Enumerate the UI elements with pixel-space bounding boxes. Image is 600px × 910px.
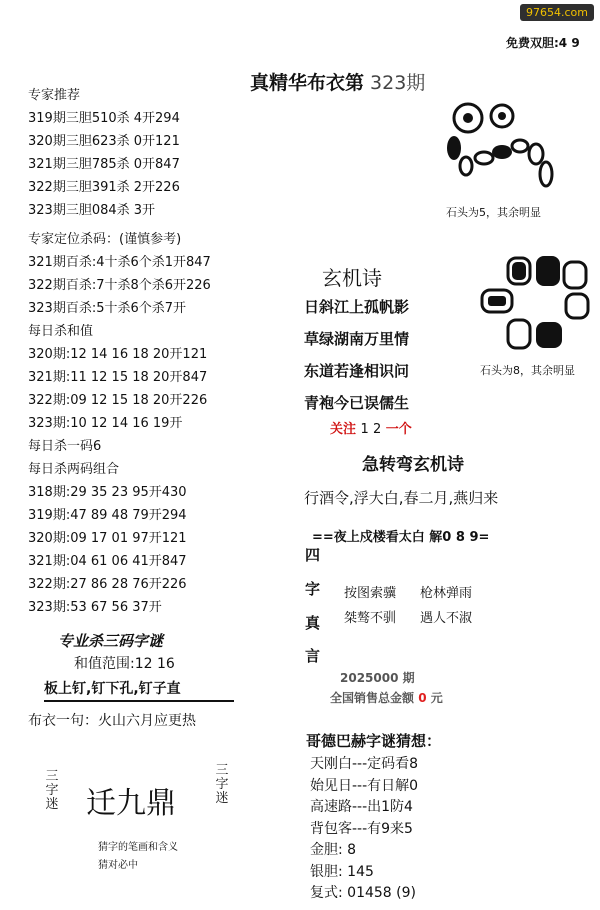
list-item: 始见日---有日解0 — [310, 777, 419, 794]
idiom: 遇人不淑 — [420, 611, 473, 626]
idiom: 枪林弹雨 — [420, 586, 473, 601]
three-word-right: 三字迷 — [215, 763, 229, 806]
expert-section — [28, 84, 180, 222]
idiom: 桀骜不驯 — [344, 611, 397, 626]
pro-riddle-heading: 专业杀三码字谜 — [58, 632, 164, 650]
expert-heading: 专家推荐 — [28, 88, 81, 103]
poem-line: 日斜江上孤帆影 — [304, 298, 410, 316]
three-word-left: 三字迷 — [45, 769, 59, 812]
bead-chain-picture — [438, 96, 568, 196]
title-text: 真精华布衣第 — [250, 72, 365, 94]
stone-ring-picture — [478, 252, 594, 356]
free-double-pick: 免费双胆:4 9 — [506, 36, 580, 50]
list-item: 323期:10 12 14 16 19开 — [28, 416, 183, 431]
sum-range: 和值范围:12 16 — [74, 656, 175, 672]
position-heading: 专家定位杀码：(谨慎参考) — [28, 232, 182, 247]
hint-line-2: 猜对必中 — [98, 860, 138, 871]
list-item: 天刚白---定码看8 — [310, 756, 419, 772]
idiom: 按图索骥 — [344, 586, 397, 601]
title-issue: 323期 — [370, 72, 426, 94]
list-item: 323期百杀:5十杀6个杀7开 — [28, 301, 187, 316]
picture-2-caption: 石头为8，其余明显 — [480, 364, 575, 377]
goldbach-list — [310, 754, 418, 905]
sales-line — [330, 689, 443, 706]
list-item: 323期:53 67 56 37开 — [28, 600, 162, 615]
night-line: ==夜上戍楼看太白 解0 8 9= — [312, 530, 490, 545]
list-item: 320期三胆623杀 0开121 — [28, 134, 180, 149]
kill-one-code: 每日杀一码6 — [28, 439, 102, 454]
list-item: 322期三胆391杀 2开226 — [28, 180, 180, 195]
list-item: 322期百杀:7十杀8个杀6开226 — [28, 278, 211, 293]
poem-line: 青袍今已误儒生 — [304, 394, 410, 412]
list-item: 320期:12 14 16 18 20开121 — [28, 347, 208, 362]
list-item: 320期:09 17 01 97开121 — [28, 531, 187, 546]
big-riddle-word: 迁九鼎 — [86, 786, 176, 821]
sales-text: 全国销售总金额 — [330, 691, 415, 705]
site-badge[interactable]: 97654.com — [520, 4, 594, 21]
position-section — [28, 228, 211, 619]
focus-tail: 一个 — [385, 422, 412, 437]
buyi-line: 布衣一句：火山六月应更热 — [28, 713, 196, 729]
poem-line: 东道若逢相识问 — [304, 362, 410, 380]
issue-line: 2025000 期 — [340, 671, 415, 685]
sales-amount: 0 — [418, 691, 427, 705]
focus-numbers: 1 2 — [360, 422, 382, 437]
list-item: 321期百杀:4十杀6个杀1开847 — [28, 255, 211, 270]
four-char-2: 字 — [305, 580, 321, 598]
list-item: 321期:04 61 06 41开847 — [28, 554, 187, 569]
season-line: 行酒令,浮大白,春二月,燕归来 — [304, 489, 499, 507]
list-item: 背包客---有9来5 — [310, 820, 413, 837]
list-item: 322期:27 86 28 76开226 — [28, 577, 187, 592]
list-item: 金胆: 8 — [310, 842, 357, 858]
focus-line — [330, 418, 412, 437]
list-item: 323期三胆084杀 3开 — [28, 203, 156, 218]
list-item: 银胆: 145 — [310, 863, 374, 880]
riddle-banner: 板上钉,钉下孔,钉子直 — [44, 678, 234, 702]
goldbach-title: 哥德巴赫字谜猜想： — [306, 732, 442, 750]
picture-1-caption: 石头为5，其余明显 — [446, 206, 541, 219]
list-item: 321期:11 12 15 18 20开847 — [28, 370, 208, 385]
four-char-3: 真 — [305, 614, 321, 632]
sales-unit: 元 — [430, 691, 443, 705]
poem-line: 草绿湖南万里情 — [304, 330, 410, 348]
page-title — [250, 68, 425, 95]
four-char-1: 四 — [305, 546, 321, 564]
list-item: 321期三胆785杀 0开847 — [28, 157, 180, 172]
focus-label: 关注 — [330, 422, 357, 437]
four-char-4: 言 — [305, 647, 321, 665]
list-item: 319期:47 89 48 79开294 — [28, 508, 187, 523]
list-item: 322期:09 12 15 18 20开226 — [28, 393, 208, 408]
poem-title: 玄机诗 — [322, 266, 382, 290]
list-item: 318期:29 35 23 95开430 — [28, 485, 187, 500]
kill-two-heading: 每日杀两码组合 — [28, 462, 120, 477]
list-item: 319期三胆510杀 4开294 — [28, 111, 180, 126]
list-item: 复式: 01458 (9) — [310, 885, 416, 901]
list-item: 高速路---出1防4 — [310, 799, 413, 815]
sum-kill-heading: 每日杀和值 — [28, 324, 94, 339]
brainteaser-title: 急转弯玄机诗 — [362, 455, 464, 475]
hint-line-1: 猜字的笔画和含义 — [98, 842, 178, 853]
